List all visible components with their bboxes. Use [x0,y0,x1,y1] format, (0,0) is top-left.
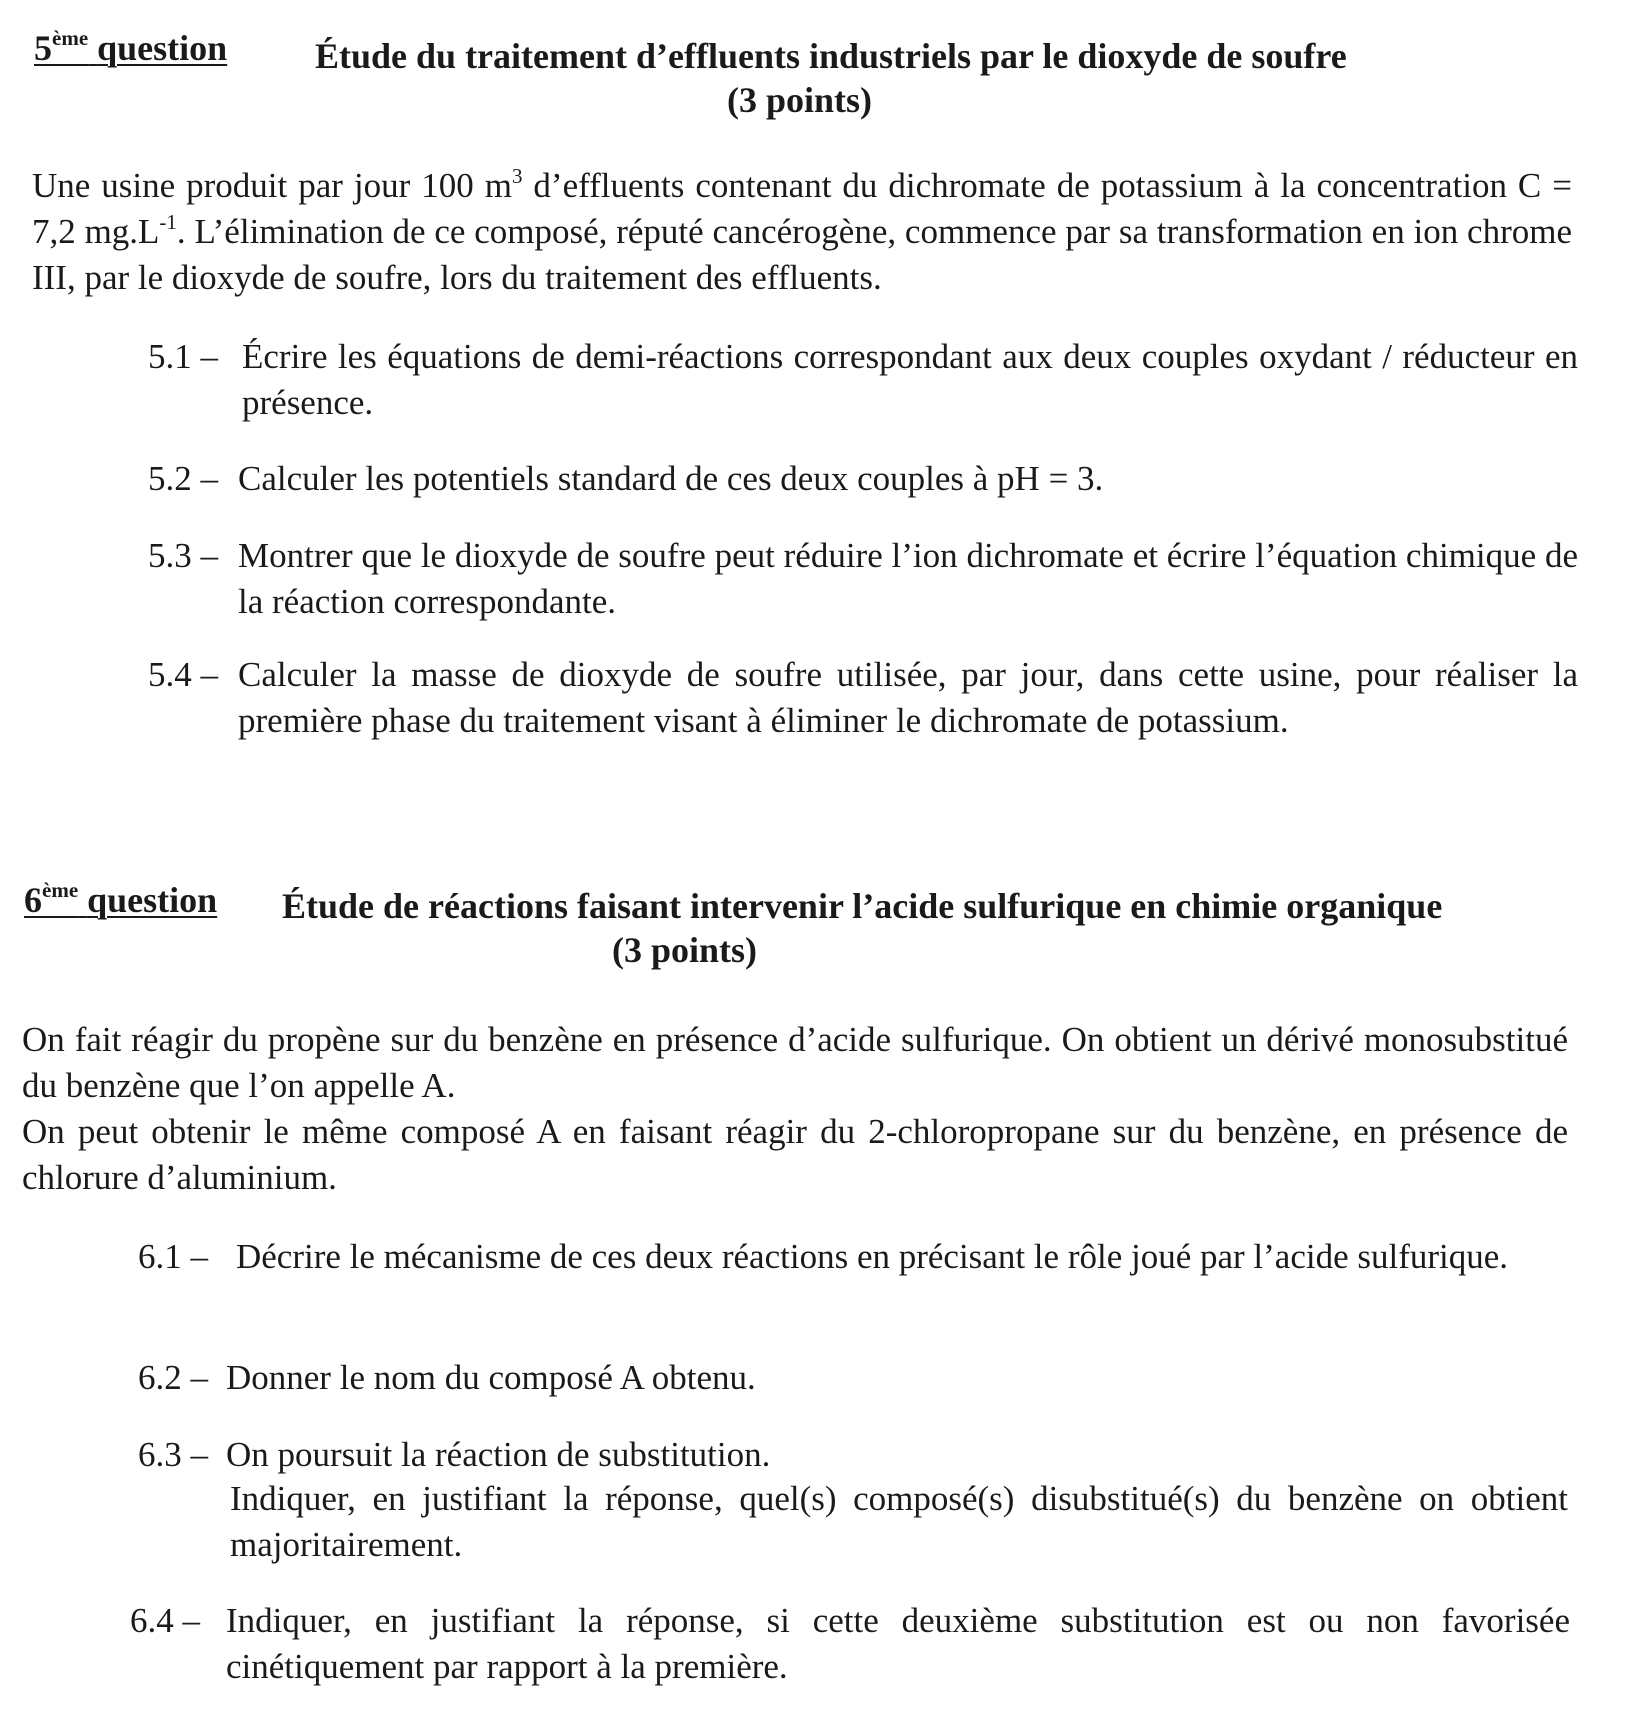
q5-intro-exponent-L: -1 [159,210,177,234]
q5-header [0,0,1637,130]
item-number: 6.4 – [130,1601,200,1640]
q5-label-sup: ème [52,26,89,50]
q6-label-number: 6 [24,880,42,920]
item-text: Écrire les équations de demi-réactions correspondant aux deux couples oxydant / réducteur en présence. [242,337,1578,422]
item-number: 5.1 – [148,337,218,376]
q5-label-number: 5 [34,28,52,68]
item-text: Montrer que le dioxyde de soufre peut réduire l’ion dichromate et écrire l’équation chimique de la réaction correspondante. [238,536,1578,621]
q5-points: (3 points) [727,80,873,120]
q6-item-3 [138,1432,1568,1572]
q5-intro-part3: . L’élimination de ce composé, réputé cancérogène, commence par sa transformation en ion chrome III, par le dioxyde de soufre, lors du traitement des effluents. [32,212,1572,297]
q5-item-2 [148,456,1578,506]
q5-intro-exponent-m3: 3 [511,164,523,188]
q5-item-3 [148,533,1578,633]
q6-intro-2: On peut obtenir le même composé A en faisant réagir du 2-chloropropane sur du benzène, en présence de chlorure d’aluminium. [22,1112,1568,1197]
item-number: 6.1 – [138,1237,208,1276]
q6-points: (3 points) [612,930,758,970]
item-text-continuation: Indiquer, en justifiant la réponse, quel(s) composé(s) disubstitué(s) du benzène on obtient majoritairement. [230,1479,1568,1564]
q6-header [0,860,1637,970]
item-text: Calculer la masse de dioxyde de soufre utilisée, par jour, dans cette usine, pour réaliser la première phase du traitement visant à éliminer le dichromate de potassium. [238,655,1578,740]
q5-intro-part2: d’effluents contenant du dichromate de potassium à la concentration C = 7,2 mg.L [32,166,1572,251]
q6-item-2 [138,1355,1568,1405]
q6-title: Étude de réactions faisant intervenir l’acide sulfurique en chimie organique [282,886,1443,926]
item-number: 6.2 – [138,1358,208,1397]
q5-intro-part1: Une usine produit par jour 100 m [32,166,512,205]
item-number: 5.4 – [148,655,218,694]
q5-item-1 [148,334,1578,434]
q6-item-4 [130,1598,1570,1698]
item-number: 5.3 – [148,536,218,575]
q6-item-1 [138,1234,1568,1334]
item-number: 6.3 – [138,1435,208,1474]
q5-label-word: question [97,28,228,68]
q6-label [24,878,217,922]
q5-title: Étude du traitement d’effluents industriels par le dioxyde de soufre [315,36,1347,76]
item-text: Indiquer, en justifiant la réponse, si cette deuxième substitution est ou non favorisée cinétiquement par rapport à la première. [226,1601,1570,1686]
q6-intro-1: On fait réagir du propène sur du benzène en présence d’acide sulfurique. On obtient un dérivé monosubstitué du benzène que l’on appelle A. [22,1020,1568,1105]
item-text: Décrire le mécanisme de ces deux réactions en précisant le rôle joué par l’acide sulfurique. [236,1237,1509,1276]
item-text: On poursuit la réaction de substitution. [226,1435,771,1474]
item-text: Calculer les potentiels standard de ces deux couples à pH = 3. [238,459,1104,498]
q6-label-word: question [87,880,218,920]
q5-item-4 [148,652,1578,802]
item-text: Donner le nom du composé A obtenu. [226,1358,756,1397]
q5-label [34,26,227,70]
q6-label-sup: ème [42,878,79,902]
item-number: 5.2 – [148,459,218,498]
q5-intro [32,163,1572,301]
